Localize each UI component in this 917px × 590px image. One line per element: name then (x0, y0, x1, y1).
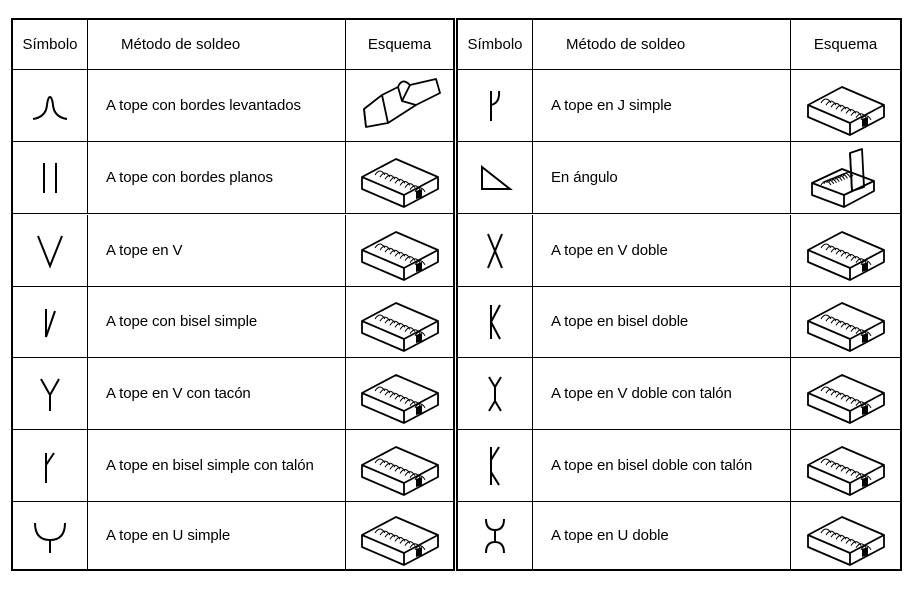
method-label: A tope en J simple (533, 70, 791, 141)
method-label: A tope en U simple (88, 502, 346, 569)
header-schema: Esquema (367, 36, 432, 53)
u-butt-weld-symbol-icon (13, 502, 88, 569)
table-row (13, 430, 453, 502)
header-symbol: Símbolo (458, 20, 533, 69)
butt-joint-block-icon (791, 430, 900, 501)
method-label: A tope en V con tacón (88, 358, 346, 429)
double-bevel-with-land-weld-symbol-icon (458, 430, 533, 501)
method-label: A tope en V (88, 215, 346, 286)
table-header (458, 20, 900, 70)
table-row (458, 142, 900, 214)
method-label: A tope en V doble con talón (533, 358, 791, 429)
butt-joint-block-icon (346, 215, 453, 286)
header-schema: Esquema (813, 36, 878, 53)
method-label: A tope en U doble (533, 502, 791, 569)
single-bevel-weld-symbol-icon (13, 286, 88, 357)
v-butt-weld-symbol-icon (13, 215, 88, 286)
table-row (458, 430, 900, 502)
method-label: A tope con bordes planos (88, 142, 346, 213)
table-row (13, 215, 453, 287)
square-butt-weld-symbol-icon (13, 142, 88, 213)
y-butt-weld-symbol-icon (13, 358, 88, 429)
butt-joint-block-icon (791, 286, 900, 357)
table-row (13, 70, 453, 142)
method-label: A tope con bisel simple (88, 286, 346, 357)
double-v-weld-symbol-icon (458, 215, 533, 286)
table-row (13, 286, 453, 358)
fillet-weld-symbol-icon (458, 142, 533, 213)
butt-joint-block-icon (346, 430, 453, 501)
header-method: Método de soldeo (533, 20, 791, 69)
table-row (13, 142, 453, 214)
square-butt-joint-icon (346, 142, 453, 213)
table-row (458, 502, 900, 569)
method-label: A tope en bisel doble (533, 286, 791, 357)
edge-flange-joint-icon (346, 70, 453, 141)
j-butt-weld-symbol-icon (458, 70, 533, 141)
table-row (458, 286, 900, 358)
welding-table-left (11, 18, 455, 571)
header-symbol: Símbolo (13, 20, 88, 69)
table-header (13, 20, 453, 70)
method-label: A tope en bisel simple con talón (88, 430, 346, 501)
butt-joint-block-icon (346, 286, 453, 357)
table-row (458, 358, 900, 430)
method-label: A tope en V doble (533, 215, 791, 286)
double-y-weld-symbol-icon (458, 358, 533, 429)
welding-table-right (456, 18, 902, 571)
double-bevel-weld-symbol-icon (458, 286, 533, 357)
method-label: A tope con bordes levantados (88, 70, 346, 141)
header-method: Método de soldeo (88, 20, 346, 69)
butt-joint-block-icon (346, 502, 453, 569)
method-label: En ángulo (533, 142, 791, 213)
table-row (13, 502, 453, 569)
table-row (458, 215, 900, 287)
fillet-joint-icon (791, 142, 900, 213)
butt-joint-block-icon (791, 358, 900, 429)
table-row (458, 70, 900, 142)
butt-joint-block-icon (791, 70, 900, 141)
double-u-weld-symbol-icon (458, 502, 533, 569)
butt-joint-block-icon (791, 502, 900, 569)
method-label: A tope en bisel doble con talón (533, 430, 791, 501)
butt-joint-block-icon (791, 215, 900, 286)
table-row (13, 358, 453, 430)
butt-joint-block-icon (346, 358, 453, 429)
edge-flange-weld-symbol-icon (13, 70, 88, 141)
bevel-with-land-weld-symbol-icon (13, 430, 88, 501)
